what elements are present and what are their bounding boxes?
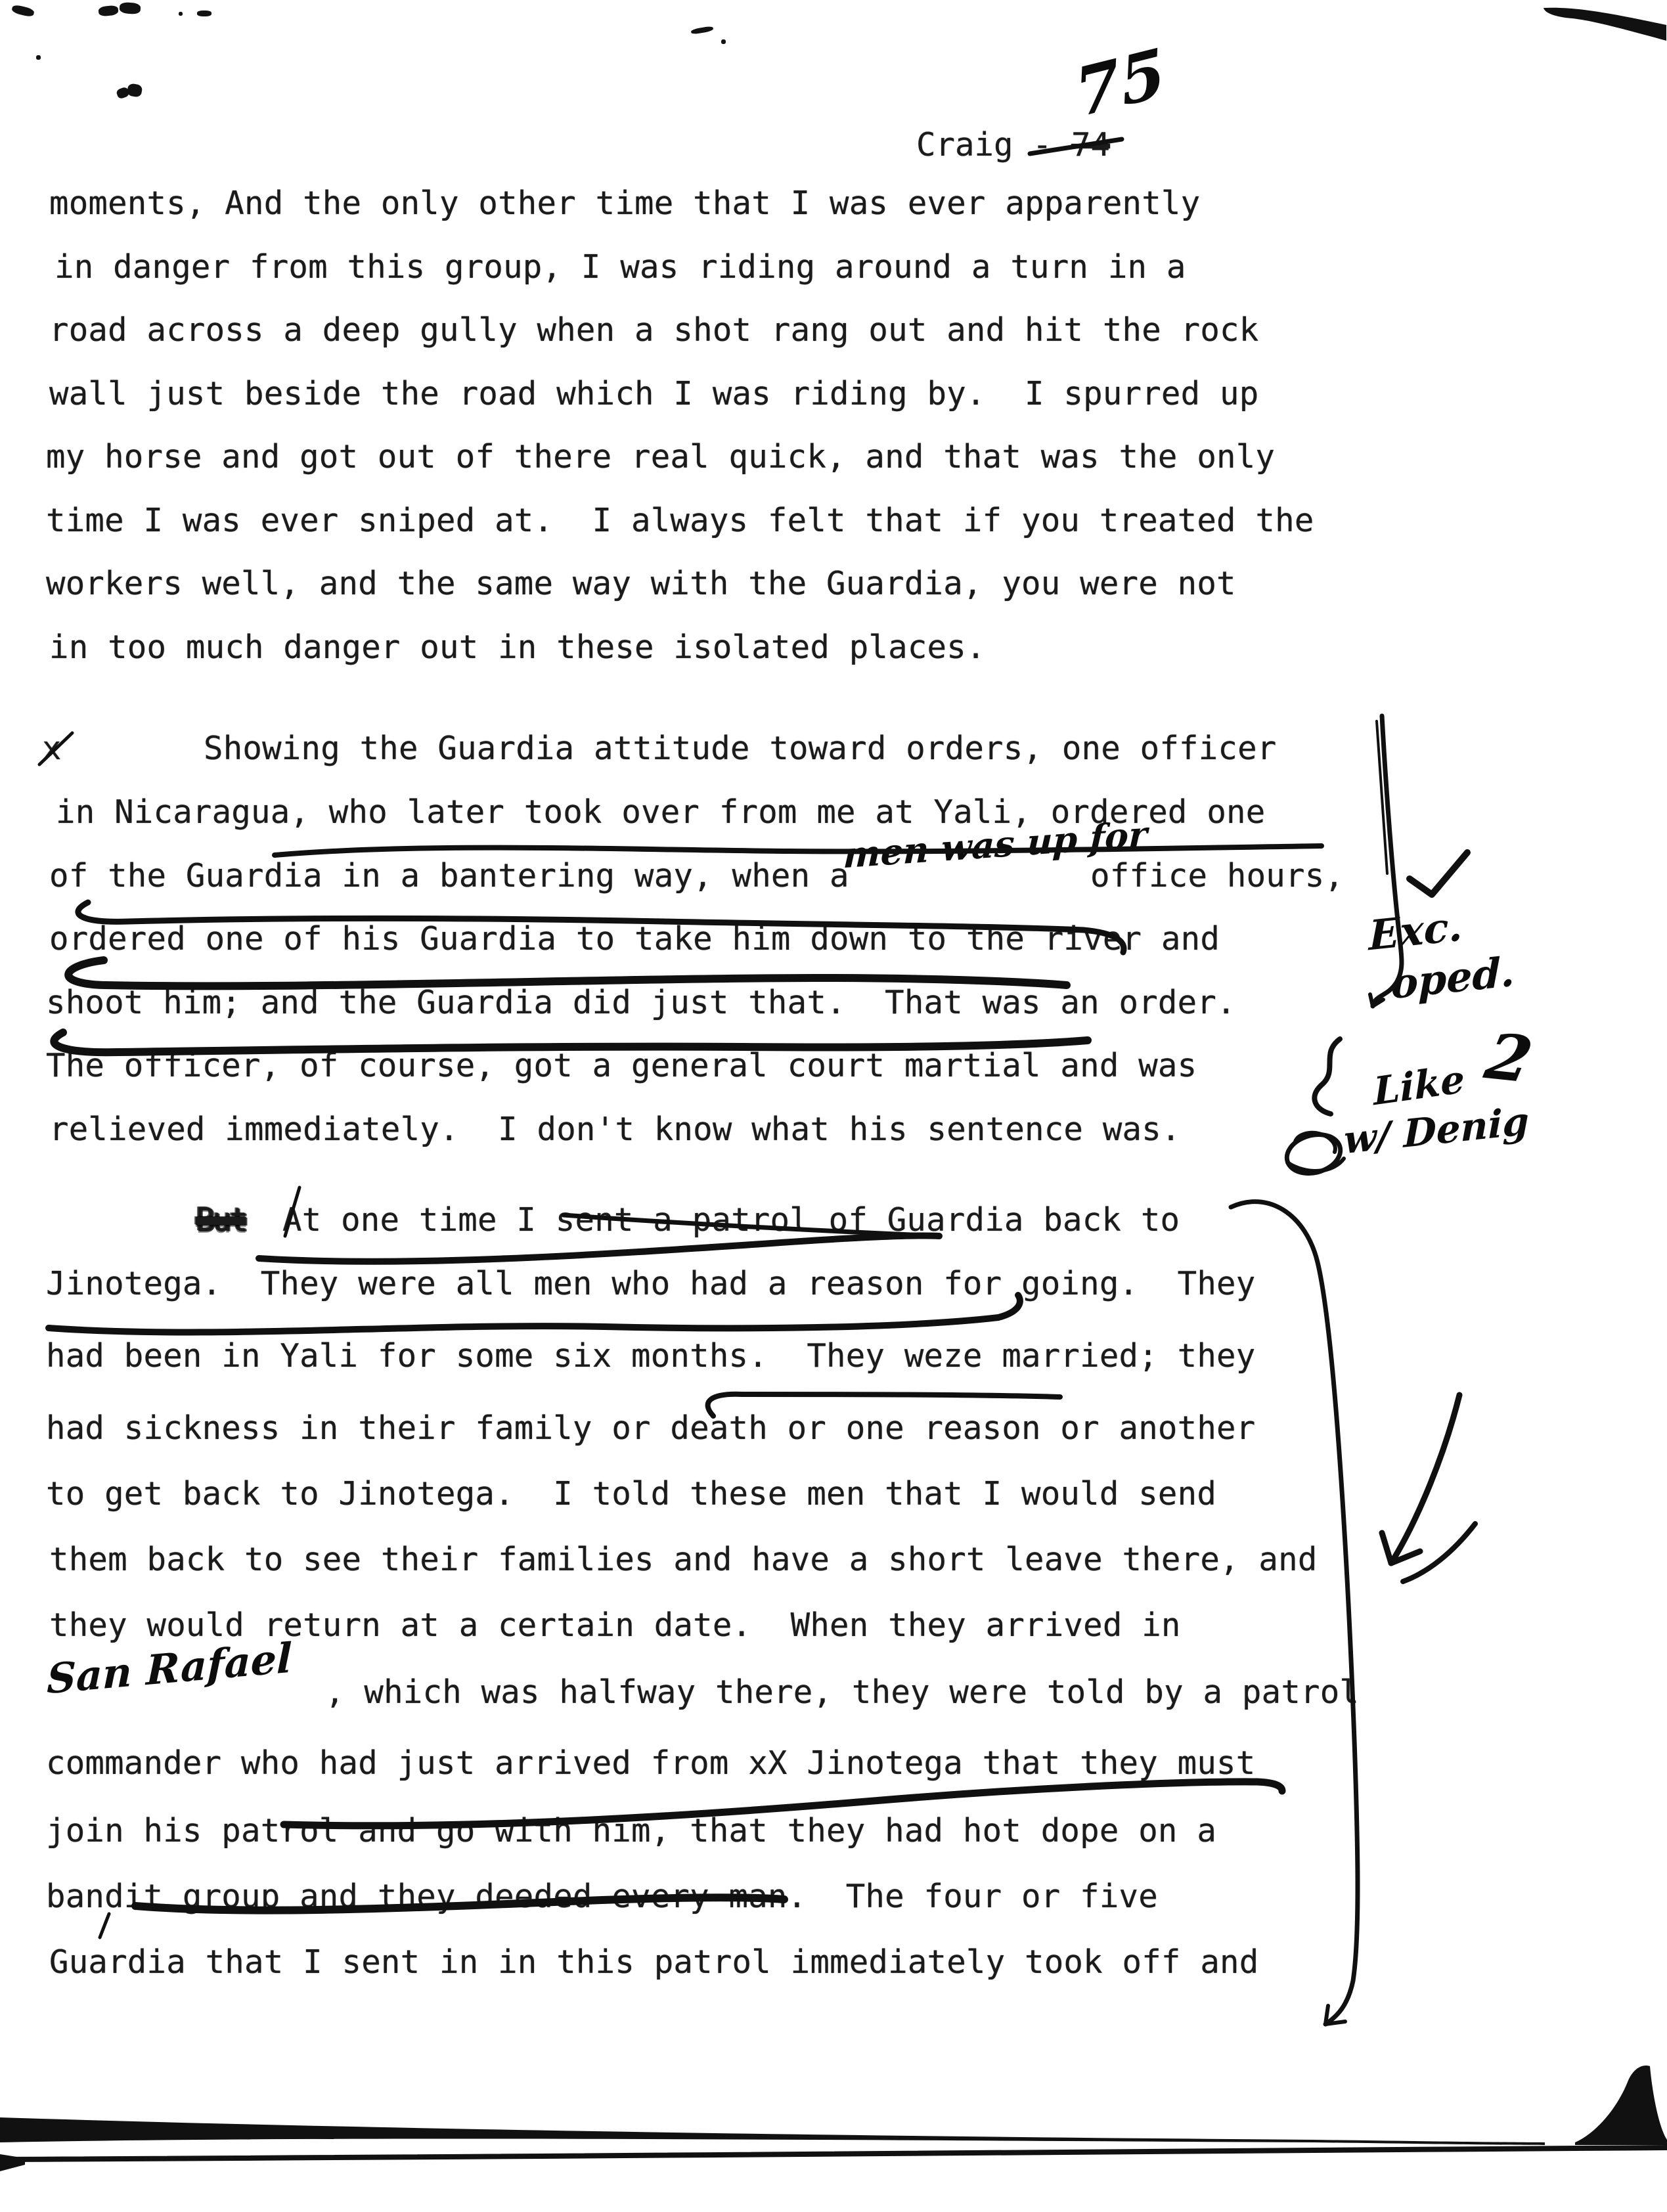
scan-speck: [721, 39, 726, 44]
typed-line: workers well, and the same way with the Guardia, you were not: [46, 565, 1236, 602]
place-name-san-rafael: San Rafael: [46, 1633, 293, 1704]
handwritten-page-number: 75: [1071, 33, 1170, 133]
scan-line-bottom: [0, 2145, 1667, 2162]
scan-speck: [119, 2, 141, 14]
typed-line: in danger from this group, I was riding around a turn in a: [55, 248, 1186, 286]
scan-wedge-bottom: [0, 2117, 1545, 2145]
typed-line: my horse and got out of there real quick, and that was the only: [46, 438, 1276, 476]
typed-line: had been in Yali for some six months. They weze married; they: [46, 1337, 1256, 1375]
typed-line: Jinotega. They were all men who had a reason for going. They: [46, 1265, 1256, 1302]
scan-speck: [11, 4, 35, 18]
typed-line: moments, And the only other time that I was ever apparently: [49, 185, 1201, 222]
typed-line: , which was halfway there, they were told by a patrol: [325, 1673, 1360, 1711]
typed-line: in too much danger out in these isolated places.: [49, 629, 986, 666]
scan-speck: [179, 12, 183, 16]
scan-speck: [691, 26, 714, 35]
inline-insert: men was up for: [842, 812, 1148, 877]
typed-line: bandit group and they deeded every man. The four or five: [46, 1878, 1158, 1915]
scan-blob-bottom-right: [1575, 2066, 1667, 2145]
struck-page-number: 74: [1071, 126, 1111, 164]
typed-line: The officer, of course, got a general court martial and was: [46, 1047, 1197, 1084]
typed-line: in Nicaragua, who later took over from me at Yali, ordered one: [56, 793, 1266, 831]
scan-speck: [98, 5, 118, 16]
typed-line: relieved immediately. I don't know what his sentence was.: [49, 1111, 1181, 1148]
scan-speck: [36, 55, 41, 60]
typed-line: commander who had just arrived from xX Jinotega that they must: [46, 1744, 1256, 1782]
header-name: Craig -: [916, 126, 1072, 164]
margin-note-exc: Exc.: [1369, 901, 1463, 960]
scan-speck: [127, 83, 143, 98]
scan-streak-top-right: [1544, 8, 1666, 41]
down-arrow-annotation: [1382, 1395, 1475, 1582]
tick-mark: [100, 1914, 109, 1937]
typed-line: had sickness in their family or death or one reason or another: [46, 1409, 1256, 1447]
typed-line: office hours,: [1090, 857, 1345, 895]
margin-note-oped: oped.: [1391, 947, 1515, 1009]
typed-line: of the Guardia in a bantering way, when a: [49, 857, 849, 895]
typed-line: to get back to Jinotega. I told these men that I would send: [46, 1475, 1217, 1513]
typed-line: At one time I sent a patrol of Guardia back to: [282, 1201, 1180, 1239]
margin-x-mark: x: [42, 730, 62, 767]
typed-line: shoot him; and the Guardia did just that. That was an order.: [46, 984, 1236, 1021]
typed-line: ordered one of his Guardia to take him down to the river and: [49, 920, 1220, 958]
typed-line: Showing the Guardia attitude toward orders, one officer: [204, 730, 1277, 767]
typed-line: join his patrol and go with him, that they had hot dope on a: [46, 1812, 1217, 1849]
typed-line: road across a deep gully when a shot rang out and hit the rock: [49, 311, 1259, 349]
margin-note-2: 2: [1479, 1019, 1539, 1097]
typed-line: them back to see their families and have a short leave there, and: [49, 1541, 1318, 1578]
typed-line: Guardia that I sent in in this patrol immediately took off and: [49, 1943, 1259, 1981]
margin-note-w-denig: w/ Denig: [1344, 1098, 1529, 1163]
checkmark-icon: [1410, 852, 1467, 895]
crossed-out-word: But: [196, 1201, 246, 1239]
margin-note-like: Like: [1373, 1056, 1465, 1115]
typed-line: wall just beside the road which I was riding by. I spurred up: [49, 375, 1259, 412]
typed-line: they would return at a certain date. When they arrived in: [49, 1606, 1181, 1644]
scan-speck: [197, 11, 211, 16]
typed-line: time I was ever sniped at. I always felt that if you treated the: [46, 502, 1314, 539]
scan-hook-bottom-left: [0, 2154, 25, 2171]
